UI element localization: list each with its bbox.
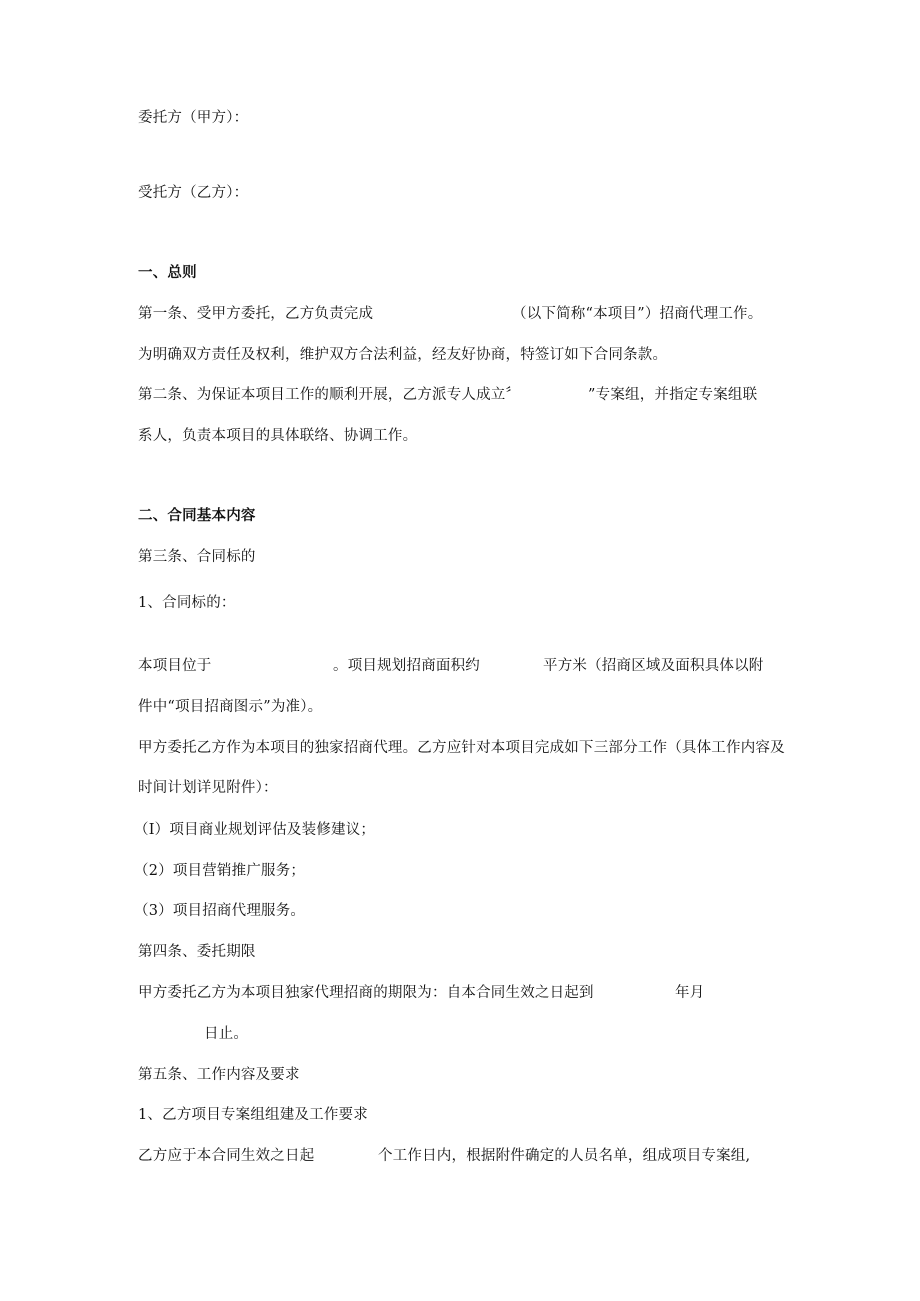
location-part-c: 平方米（招商区域及面积具体以附 <box>543 658 764 674</box>
scope-of-work-continuation: 时间计划详见附件）： <box>138 780 278 796</box>
article-2-part-a: 第二条、为保证本项目工作的顺利开展，乙方派专人成立〞 <box>138 387 521 403</box>
term-part-b: 年月 <box>675 985 705 1001</box>
work-item-1: （I）项目商业规划评估及装修建议； <box>134 822 376 838</box>
project-location <box>138 656 798 676</box>
section-contract-title: 二、合同基本内容 <box>138 508 256 524</box>
project-location-continuation: 件中“项目招商图示”为准）。 <box>138 699 323 715</box>
work-item-2: （2）项目营销推广服务； <box>134 863 306 879</box>
article-1-part-b: （以下简称“本项目”）招商代理工作。 <box>512 306 763 322</box>
term-of-commission <box>138 983 798 1003</box>
scope-of-work: 甲方委托乙方作为本项目的独家招商代理。乙方应针对本项目完成如下三部分工作（具体工作内容及 <box>138 740 785 756</box>
article-3: 第三条、合同标的 <box>138 549 256 565</box>
team-setup-clause <box>138 1146 798 1166</box>
term-continuation: 日止。 <box>204 1026 249 1042</box>
team-part-b: 个工作日内，根据附件确定的人员名单，组成项目专案组, <box>378 1148 751 1164</box>
item-contract-subject: 1、合同标的： <box>138 595 236 611</box>
article-2-part-b: ”专案组，并指定专案组联 <box>588 387 758 403</box>
article-1 <box>138 304 798 324</box>
article-5: 第五条、工作内容及要求 <box>138 1067 300 1083</box>
section-general-title: 一、总则 <box>138 265 197 281</box>
term-part-a: 甲方委托乙方为本项目独家代理招商的期限为：自本合同生效之日起到 <box>138 985 594 1001</box>
article-4: 第四条、委托期限 <box>138 944 256 960</box>
team-part-a: 乙方应于本合同生效之日起 <box>138 1148 315 1164</box>
work-item-3: （3）项目招商代理服务。 <box>134 903 306 919</box>
article-1-part-a: 第一条、受甲方委托，乙方负责完成 <box>138 306 374 322</box>
article-2 <box>138 385 798 405</box>
location-part-b: 。项目规划招商面积约 <box>333 658 480 674</box>
article-2-continuation: 系人，负责本项目的具体联络、协调工作。 <box>138 428 418 444</box>
article-1-continuation: 为明确双方责任及权利，维护双方合法利益，经友好协商，特签订如下合同条款。 <box>138 347 668 363</box>
item-team-setup: 1、乙方项目专案组组建及工作要求 <box>138 1107 368 1123</box>
party-a-label: 委托方（甲方）： <box>138 110 249 126</box>
party-b-label: 受托方（乙方）： <box>138 185 249 201</box>
location-part-a: 本项目位于 <box>138 658 212 674</box>
